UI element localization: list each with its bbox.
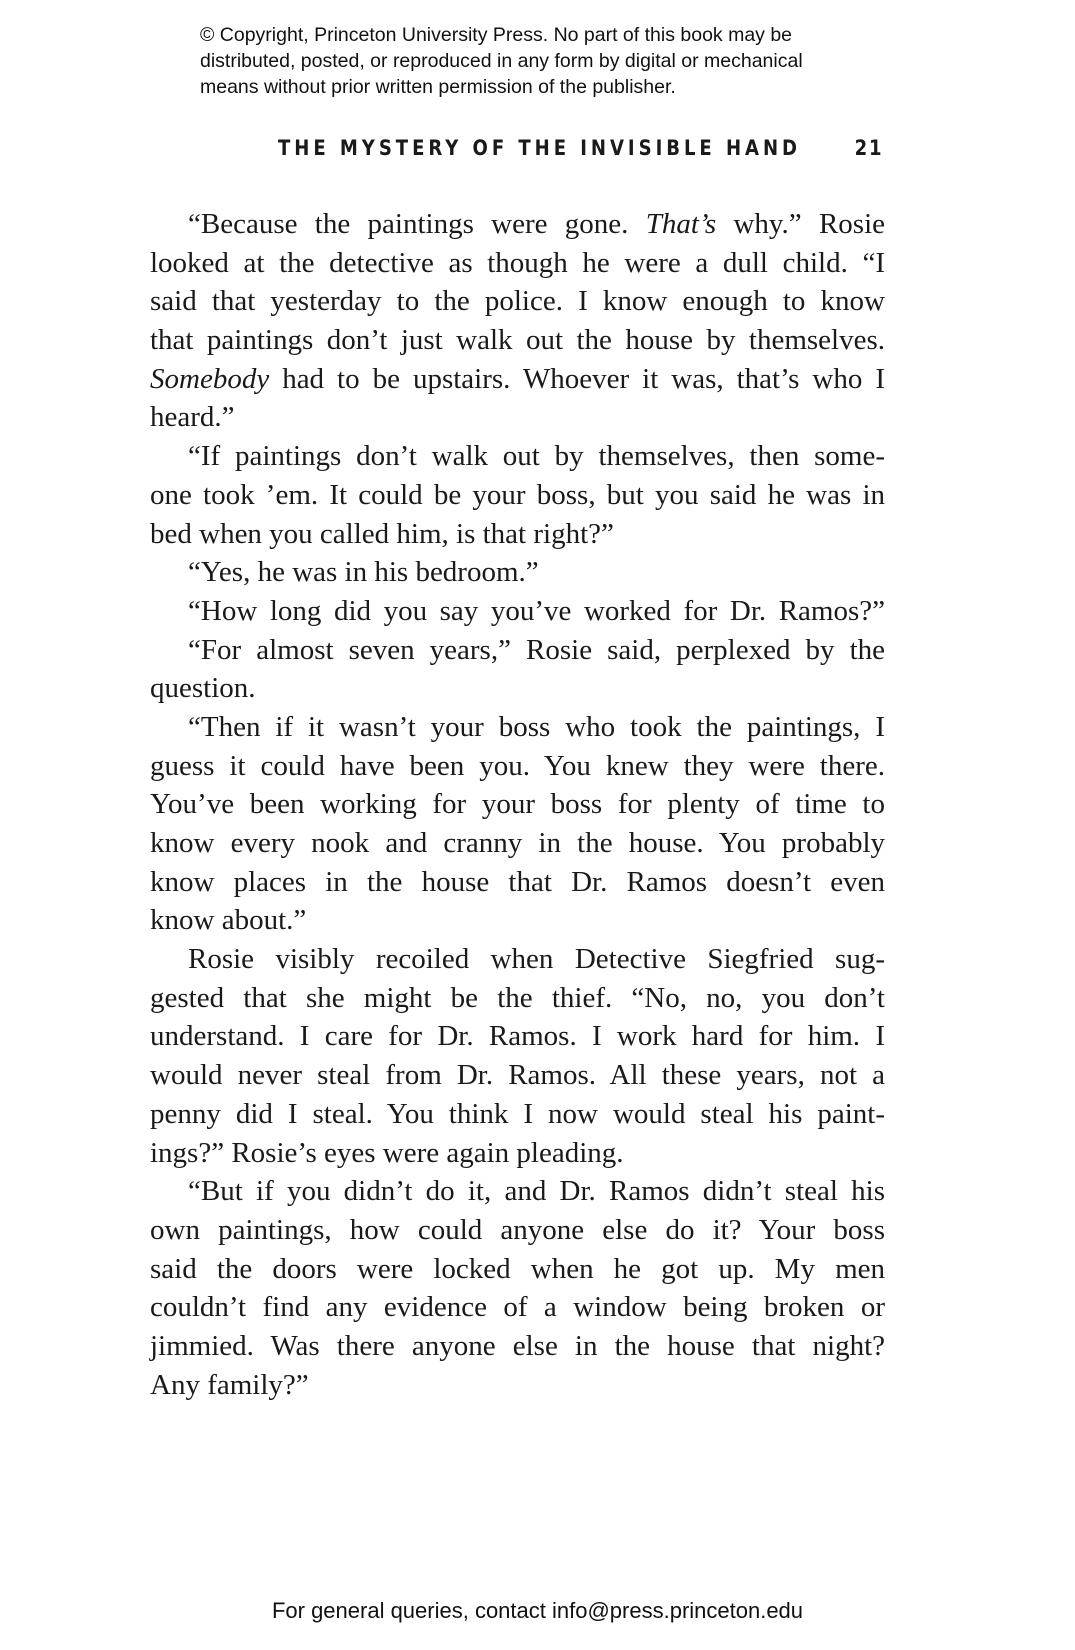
text-line: gested that she might be the thief. “No, no, you don’t — [150, 981, 885, 1014]
text-line: would never steal from Dr. Ramos. All these years, not a — [150, 1059, 885, 1092]
emphasis: Somebody — [150, 362, 270, 395]
body-text — [150, 205, 885, 1404]
running-head — [150, 132, 885, 164]
text-line: heard.” — [150, 401, 235, 434]
paragraph — [150, 437, 885, 553]
text-line: understand. I care for Dr. Ramos. I work hard for him. I — [150, 1020, 885, 1053]
text-line: ings?” Rosie’s eyes were again pleading. — [150, 1136, 624, 1169]
copyright-line: means without prior written permission of the publisher. — [200, 76, 676, 98]
text-line: “For almost seven years,” Rosie said, perplexed by the — [188, 633, 885, 666]
text-line: question. — [150, 672, 256, 705]
text-line: said that yesterday to the police. I know enough to know — [150, 285, 885, 318]
copyright-notice — [200, 22, 900, 100]
text-line: one took ’em. It could be your boss, but you said he was in — [150, 478, 885, 511]
emphasis: That’s — [645, 208, 717, 240]
text-line: “Then if it wasn’t your boss who took the paintings, I — [188, 710, 885, 743]
running-head-title: THE MYSTERY OF THE INVISIBLE HAND — [278, 136, 802, 160]
paragraph — [150, 631, 885, 708]
paragraph — [150, 940, 885, 1172]
text-line: that paintings don’t just walk out the house by themselves. — [150, 324, 885, 357]
paragraph — [150, 708, 885, 940]
text-line: “Yes, he was in his bedroom.” — [188, 556, 539, 589]
text-line: penny did I steal. You think I now would steal his paint- — [150, 1097, 885, 1130]
text-line: bed when you called him, is that right?” — [150, 517, 614, 550]
text-line: said the doors were locked when he got up. My men — [150, 1252, 885, 1285]
text-line: jimmied. Was there anyone else in the house that night? — [150, 1329, 885, 1362]
text-line: “How long did you say you’ve worked for Dr. Ramos?” — [188, 594, 885, 627]
text-line: know about.” — [150, 904, 307, 937]
copyright-line: distributed, posted, or reproduced in any form by digital or mechanical — [200, 50, 803, 72]
footer-contact: For general queries, contact info@press.princeton.edu — [271, 1598, 804, 1623]
paragraph — [150, 205, 885, 437]
text-line: own paintings, how could anyone else do it? Your boss — [150, 1213, 885, 1246]
text-line: looked at the detective as though he were a dull child. “I — [150, 246, 885, 279]
text-line: “If paintings don’t walk out by themselves, then some- — [188, 440, 885, 473]
paragraph — [150, 553, 885, 592]
text-line: Any family?” — [150, 1368, 309, 1401]
text-line: know every nook and cranny in the house. You probably — [150, 827, 885, 859]
copyright-line: © Copyright, Princeton University Press. No part of this book may be — [200, 24, 793, 46]
paragraph — [150, 592, 885, 631]
text-line: You’ve been working for your boss for plenty of time to — [150, 788, 885, 821]
text-line: “Because the paintings were gone. That’s why.” Rosie — [188, 208, 885, 240]
page-number: 21 — [854, 136, 883, 160]
paragraph — [150, 1172, 885, 1404]
text-line: guess it could have been you. You knew they were there. — [150, 749, 885, 782]
text-line: know places in the house that Dr. Ramos doesn’t even — [150, 865, 885, 898]
text-line: Rosie visibly recoiled when Detective Siegfried sug- — [188, 943, 885, 976]
text-line: Somebody had to be upstairs. Whoever it was, that’s who I — [150, 362, 886, 395]
text-line: “But if you didn’t do it, and Dr. Ramos didn’t steal his — [188, 1175, 885, 1208]
text-line: couldn’t find any evidence of a window being broken or — [150, 1291, 885, 1324]
